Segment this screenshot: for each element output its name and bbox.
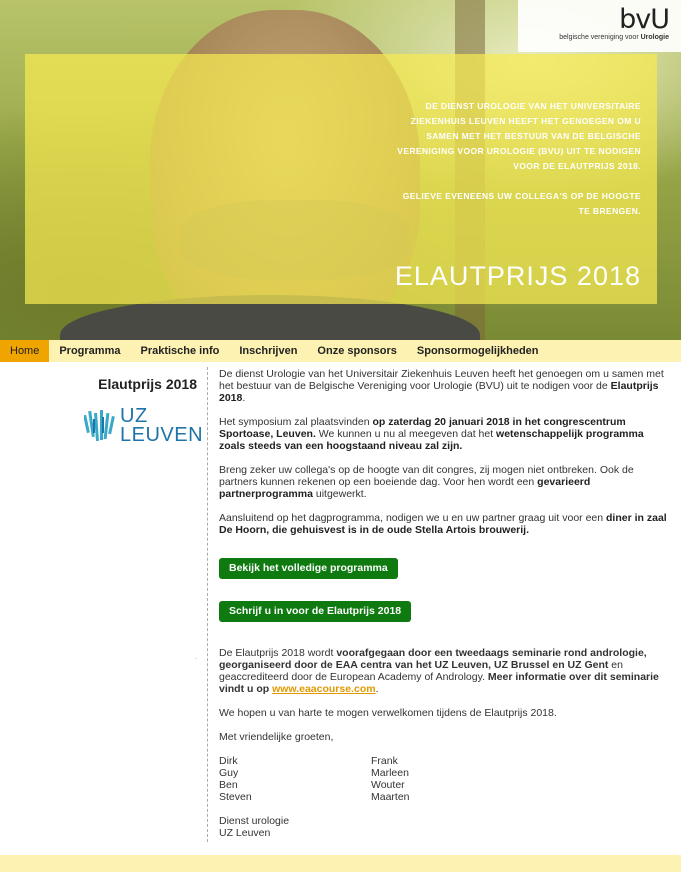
sidebar [0, 362, 207, 842]
hero-invitation-text [391, 99, 641, 234]
hero-paragraph-2: GELIEVE EVENEENS UW COLLEGA'S OP DE HOOGTE TE BRENGEN. [402, 191, 641, 216]
signatories [219, 755, 671, 803]
signatory-name: Guy [219, 767, 239, 779]
signatories-left [219, 755, 371, 803]
bvu-logo[interactable] [518, 0, 681, 52]
uz-leuven-logo-text: UZ LEUVEN [120, 405, 204, 446]
sidebar-title: Elautprijs 2018 [98, 376, 197, 392]
footer-bar [0, 855, 681, 872]
hero-title: ELAUTPRIJS 2018 [394, 261, 641, 291]
uz-leuven-emblem-icon [84, 407, 116, 445]
signatory-name: Ben [219, 779, 238, 791]
register-button[interactable]: Schrijf u in voor de Elautprijs 2018 [219, 601, 411, 622]
seminar-paragraph: De Elautprijs 2018 wordt voorafgegaan door een tweedaags seminarie rond andrologie, georganiseerd door de EAA centra van het UZ Leuven, UZ Brussel en UZ Gent en geaccrediteerd door de European Academy of Andrology. Meer informatie over dit seminarie vindt u op www.eaacourse.com. [219, 647, 659, 695]
nav-home[interactable]: Home [0, 340, 49, 362]
signatory-name: Marleen [371, 767, 409, 779]
sidebar-dot: . [195, 652, 198, 661]
main-content-lower [219, 647, 671, 839]
hero-overlay [25, 54, 657, 304]
signatories-right [371, 755, 523, 803]
signatory-name: Frank [371, 755, 398, 767]
main-content [219, 368, 671, 548]
nav-sponsormogelijkheden[interactable]: Sponsormogelijkheden [416, 345, 539, 357]
bvu-logo-subtitle: belgische vereniging voor Urologie [559, 34, 669, 41]
signature-department: Dienst urologie [219, 815, 290, 827]
nav-praktische-info[interactable]: Praktische info [140, 345, 220, 357]
symposium-paragraph: Het symposium zal plaatsvinden op zaterdag 20 januari 2018 in het congrescentrum Sportoase, Leuven. We kunnen u nu al meegeven dat het wetenschappelijk programma zoals steeds van een hoogstaand niveau zal zijn. [219, 416, 644, 452]
nav-programma[interactable]: Programma [59, 345, 121, 357]
main-nav [0, 340, 681, 362]
dinner-paragraph: Aansluitend op het dagprogramma, nodigen we u en uw partner graag uit voor een diner in zaal De Hoorn, die gehuisvest is in de oude Stella Artois brouwerij. [219, 512, 667, 536]
bvu-logo-mark: bvU [619, 4, 669, 35]
nav-onze-sponsors[interactable]: Onze sponsors [317, 345, 397, 357]
signatory-name: Steven [219, 791, 252, 803]
greeting-text: Met vriendelijke groeten, [219, 731, 334, 743]
view-program-button[interactable]: Bekijk het volledige programma [219, 558, 398, 579]
welcome-paragraph: We hopen u van harte te mogen verwelkomen tijdens de Elautprijs 2018. [219, 707, 557, 719]
colleagues-paragraph: Breng zeker uw collega's op de hoogte van dit congres, zij mogen niet ontbreken. Ook de partners kunnen rekenen op een boeiende dag. Voor hen wordt een gevarieerd partnerprogramma uitgewerkt. [219, 464, 634, 500]
eaacourse-link[interactable]: www.eaacourse.com [272, 683, 376, 695]
hero-paragraph-1: DE DIENST UROLOGIE VAN HET UNIVERSITAIRE ZIEKENHUIS LEUVEN HEEFT HET GENOEGEN OM U SAMEN MET HET BESTUUR VAN DE BELGISCHE VERENIGING VOOR UROLOGIE (BVU) UIT TE NODIGEN VOOR DE ELAUTPRIJS 2018. [397, 101, 641, 171]
signatory-name: Dirk [219, 755, 238, 767]
intro-paragraph: De dienst Urologie van het Universitair Ziekenhuis Leuven heeft het genoegen om u samen met het bestuur van de Belgische Vereniging voor Urologie (BVU) uit te nodigen voor de Elautprijs 2018. [219, 368, 664, 404]
signatory-name: Wouter [371, 779, 405, 791]
column-divider [207, 367, 208, 842]
uz-leuven-logo[interactable] [84, 407, 202, 445]
hero-banner [0, 0, 681, 340]
nav-inschrijven[interactable]: Inschrijven [239, 345, 298, 357]
signatory-name: Maarten [371, 791, 410, 803]
signature-hospital: UZ Leuven [219, 827, 271, 839]
